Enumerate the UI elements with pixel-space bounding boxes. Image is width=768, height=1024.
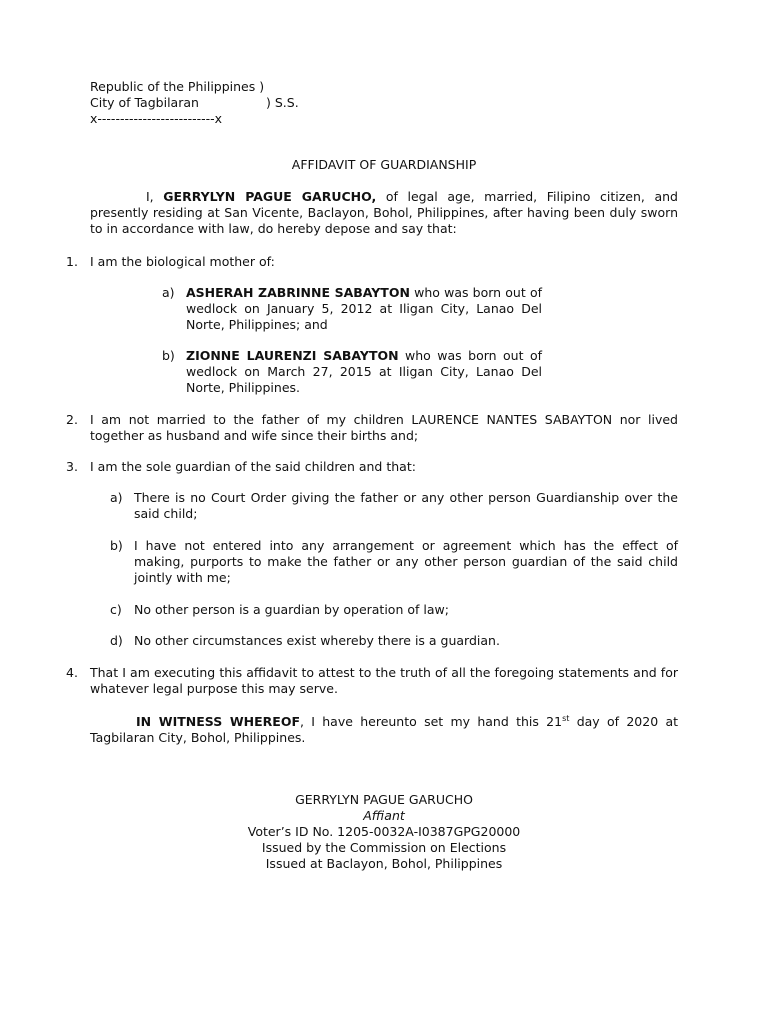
intro-paragraph [90,189,678,237]
child-b-label: b) [162,348,175,363]
venue-separator: x--------------------------x [90,111,223,126]
item-4-text: That I am executing this affidavit to attest to the truth of all the foregoing statements and for whatever legal purpose this may serve. [90,665,678,696]
venue-ss: ) S.S. [266,95,299,110]
condition-a-label: a) [110,490,123,505]
venue-city-line [90,95,350,111]
item-2 [48,412,678,444]
item-3-number: 3. [66,459,78,474]
child-a-text [186,285,542,333]
child-b-details: who was born out of wedlock on March 27, 2015 at Iligan City, Lanao Del Norte, Philippines. [186,348,542,395]
signature-block [0,792,768,872]
document-title: AFFIDAVIT OF GUARDIANSHIP [291,157,477,172]
intro-text: of legal age, married, Filipino citizen, and presently residing at San Vicente, Baclayon, Bohol, Philippines, after having been duly sworn to in accordance with law, do hereby depose and say that: [90,189,678,236]
child-b [162,348,542,396]
venue-city: City of Tagbilaran [90,95,199,110]
child-b-text [186,348,542,396]
condition-b-text: I have not entered into any arrangement or agreement which has the effect of making, purports to make the father or any other person guardian of the said child jointly with me; [134,538,678,585]
child-a [162,285,542,333]
condition-a-text: There is no Court Order giving the father or any other person Guardianship over the said child; [134,490,678,521]
item-2-text: I am not married to the father of my children LAURENCE NANTES SABAYTON nor lived together as husband and wife since their births and; [90,412,678,443]
item-4 [48,665,678,697]
condition-d-label: d) [110,633,123,648]
voter-id: Voter’s ID No. 1205-0032A-I0387GPG20000 [247,824,521,839]
affiant-name-inline: GERRYLYN PAGUE GARUCHO, [163,189,377,204]
affiant-name: GERRYLYN PAGUE GARUCHO [295,792,473,807]
venue-country: Republic of the Philippines ) [90,79,265,94]
item-1-text: I am the biological mother of: [90,254,275,269]
condition-d-text: No other circumstances exist whereby there is a guardian. [134,633,500,648]
witness-paragraph [90,714,678,746]
child-a-label: a) [162,285,175,300]
witness-text-b: day of 2020 at Tagbilaran City, Bohol, Philippines. [90,714,679,745]
item-1 [48,254,678,270]
issued-at: Issued at Baclayon, Bohol, Philippines [265,856,503,871]
condition-b-label: b) [110,538,123,553]
witness-ordinal: st [562,713,570,723]
witness-lead: IN WITNESS WHEREOF [136,714,300,729]
condition-a [110,490,678,522]
condition-c-label: c) [110,602,122,617]
witness-text-a: , I have hereunto set my hand this 21 [300,714,563,729]
item-1-number: 1. [66,254,78,269]
child-a-name: ASHERAH ZABRINNE SABAYTON [186,285,410,300]
issued-by: Issued by the Commission on Elections [261,840,507,855]
item-3-text: I am the sole guardian of the said children and that: [90,459,416,474]
item-3 [48,459,678,475]
child-b-name: ZIONNE LAURENZI SABAYTON [186,348,399,363]
item-2-number: 2. [66,412,78,427]
venue-block [90,79,350,127]
condition-b [110,538,678,586]
condition-d [110,633,678,649]
condition-c-text: No other person is a guardian by operation of law; [134,602,449,617]
condition-c [110,602,678,618]
child-a-details: who was born out of wedlock on January 5, 2012 at Iligan City, Lanao Del Norte, Philippines; and [186,285,542,332]
affiant-role: Affiant [363,808,405,823]
item-4-number: 4. [66,665,78,680]
intro-pre: I, [146,189,164,204]
